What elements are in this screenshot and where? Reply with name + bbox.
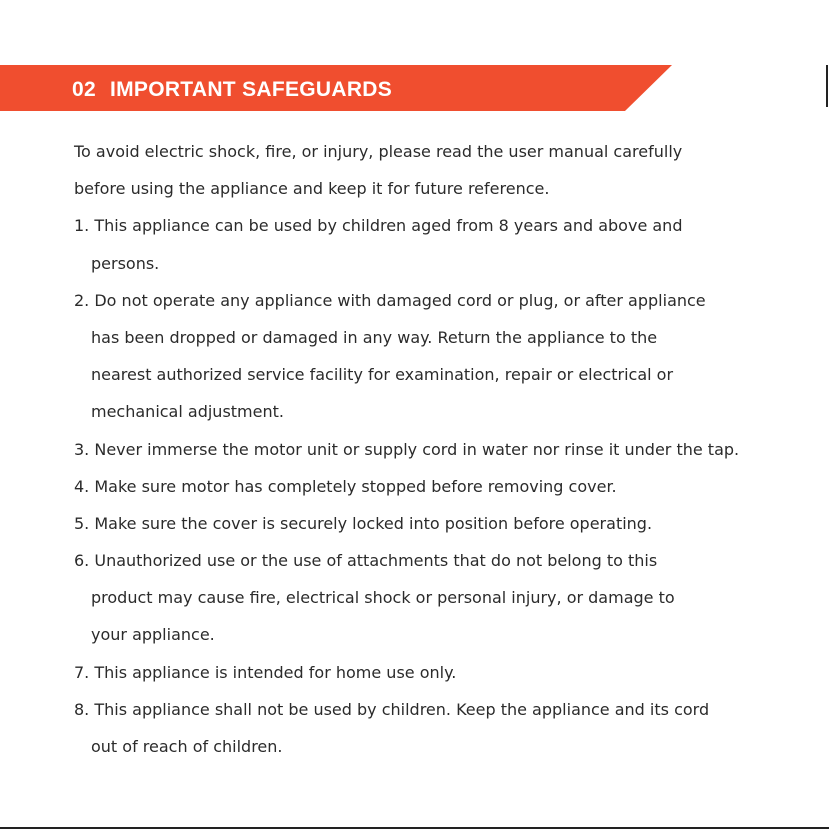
section-number: 02 bbox=[72, 78, 96, 101]
text-line: mechanical adjustment. bbox=[91, 402, 284, 422]
text-line: 1. This appliance can be used by children aged from 8 years and above and bbox=[74, 216, 683, 236]
text-line: before using the appliance and keep it for future reference. bbox=[74, 179, 550, 199]
text-line: 5. Make sure the cover is securely locked into position before operating. bbox=[74, 513, 653, 533]
safeguards-text bbox=[74, 133, 794, 765]
text-line: product may cause fire, electrical shock or personal injury, or damage to bbox=[91, 588, 675, 608]
text-line: has been dropped or damaged in any way. Return the appliance to the bbox=[91, 327, 658, 347]
section-heading bbox=[72, 78, 392, 102]
text-line: nearest authorized service facility for examination, repair or electrical or bbox=[91, 365, 674, 385]
text-line: your appliance. bbox=[91, 625, 215, 645]
text-line: To avoid electric shock, fire, or injury, please read the user manual carefully bbox=[74, 142, 683, 161]
text-line: out of reach of children. bbox=[91, 737, 283, 756]
text-line: 7. This appliance is intended for home use only. bbox=[74, 662, 457, 682]
page-edge-mark bbox=[826, 65, 828, 107]
text-line: 6. Unauthorized use or the use of attachments that do not belong to this bbox=[74, 551, 658, 571]
text-line: 3. Never immerse the motor unit or supply cord in water nor rinse it under the tap. bbox=[74, 439, 740, 459]
text-line: persons. bbox=[91, 253, 160, 273]
text-line: 8. This appliance shall not be used by children. Keep the appliance and its cord bbox=[74, 699, 710, 719]
section-title: IMPORTANT SAFEGUARDS bbox=[109, 78, 393, 101]
text-line: 2. Do not operate any appliance with damaged cord or plug, or after appliance bbox=[74, 290, 706, 310]
text-line: 4. Make sure motor has completely stopped before removing cover. bbox=[74, 476, 617, 496]
